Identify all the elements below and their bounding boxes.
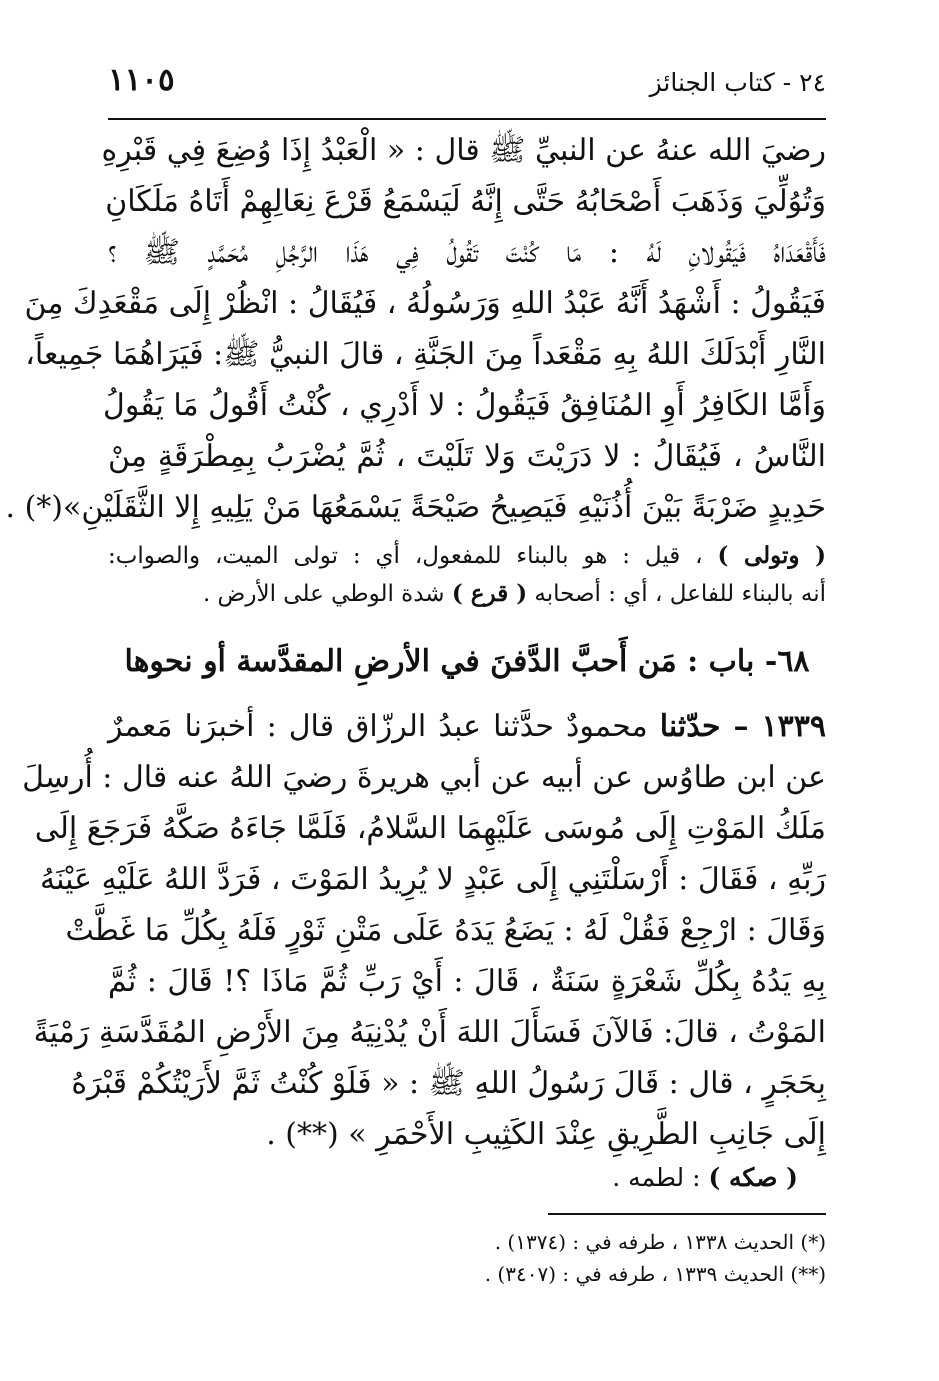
note-line [108, 1162, 798, 1196]
text-line: وَقَالَ : ارْجِعْ فَقُلْ لَهُ : يَضَعُ يَدَهُ عَلَى مَتْنِ ثَوْرٍ فَلَهُ بِكُلِّ مَا غَطَّتْ [65, 913, 826, 948]
text-line: بِهِ يَدُهُ بِكُلِّ شَعْرَةٍ سَنَةٌ ، قَالَ : أَيْ رَبِّ ثُمَّ مَاذَا ؟! قَالَ : ثُمَّ [108, 964, 826, 999]
text-line: المَوْتُ ، قالَ: فَالآنَ فَسَأَلَ اللهَ أَنْ يُدْنِيَهُ مِنَ الأَرْضِ المُقَدَّسَةِ رَمْيَةً [33, 1015, 826, 1050]
footnote-rule [548, 1213, 826, 1215]
footnote: (*) الحديث ١٣٣٨ ، طرفه في : (١٣٧٤) . [494, 1230, 826, 1254]
text-line: رَبِّهِ ، فَقَالَ : أَرْسَلْتَنِي إِلَى عَبْدٍ لا يُرِيدُ المَوْتَ ، فَرَدَّ اللهُ عَلَيْهِ عَيْنَهُ [39, 862, 826, 897]
text-line: وَأَمَّا الكَافِرُ أَوِ المُنَافِقُ فَيَقُولُ : لا أَدْرِي ، كُنْتُ أَقُولُ مَا يَقُولُ [103, 388, 826, 423]
text-line: فَيَقُولُ : أَشْهَدُ أَنَّهُ عَبْدُ اللهِ وَرَسُولُهُ ، فَيُقَالُ : انْظُرْ إِلَى مَقْعَدِكَ مِنَ [24, 286, 826, 321]
note-text: : لطمه . [612, 1163, 709, 1192]
glossed-term: ( وتولى ) [717, 542, 826, 569]
text-line: حَدِيدٍ ضَرْبَةً بَيْنَ أُذُنَيْهِ فَيَصِيحُ صَيْحَةً يَسْمَعُهَا مَنْ يَلِيهِ إِلا الثَّقَلَيْنِ»(*) . [5, 490, 826, 525]
header-rule [108, 118, 826, 120]
note-line [108, 578, 826, 612]
text-line: عن ابن طاوُس عن أبيه عن أبي هريرةَ رضيَ اللهُ عنه قال : أُرسِلَ [22, 760, 826, 795]
footnote: (**) الحديث ١٣٣٩ ، طرفه في : (٣٤٠٧) . [484, 1262, 826, 1286]
note-line [108, 540, 826, 574]
text-line: النَّاسُ ، فَيُقَالُ : لا دَرَيْتَ وَلا تَلَيْتَ ، ثُمَّ يُضْرَبُ بِمِطْرَقَةٍ مِنْ [108, 439, 826, 474]
narration-chain: محمودٌ حدَّثنا عبدُ الرزّاق قال : أخبرَنا مَعمرٌ [108, 709, 660, 744]
text-line: فَأَقْعَدَاهُ فَيَقُولانِ لَهُ : مَا كُنْتَ تَقُولُ فِي هَذَا الرَّجُلِ مُحَمَّدٍ ﷺ ؟ [108, 235, 826, 270]
running-chapter-title: ٢٤ - كتاب الجنائز [649, 68, 826, 97]
note-text: ، قيل : هو بالبناء للمفعول، أي : تولى الميت، والصواب: [108, 543, 718, 569]
glossed-term: ( صكه ) [708, 1163, 798, 1192]
text-line: مَلَكُ المَوْتِ إِلَى مُوسَى عَلَيْهِمَا السَّلامُ، فَلَمَّا جَاءَهُ صَكَّهُ فَرَجَعَ إِلَى [34, 811, 826, 846]
text-line: إِلَى جَانِبِ الطَّرِيقِ عِنْدَ الكَثِيبِ الأَحْمَرِ » (**) . [266, 1117, 826, 1152]
note-text: شدة الوطي على الأرض . [202, 581, 452, 607]
page-header [108, 62, 826, 112]
text-line: رضيَ الله عنهُ عن النبيِّ ﷺ قال : « الْعَبْدُ إِذَا وُضِعَ فِي قَبْرِهِ [101, 133, 826, 168]
chapter-heading: ٦٨- باب : مَن أَحبَّ الدَّفنَ في الأرضِ المقدَّسة أو نحوها [124, 644, 810, 679]
text-line: النَّارِ أَبْدَلَكَ اللهُ بِهِ مَقْعَداً مِنَ الجَنَّةِ ، قالَ النبيُّ ﷺ: فَيَرَاهُمَا جَمِيعاً، [25, 337, 826, 372]
hadith-number: ١٣٣٩ – حدّثنا [659, 709, 826, 744]
glossed-term: ( قرع ) [451, 580, 528, 607]
text-line: وَتُوُلِّيَ وَذَهَبَ أَصْحَابُهُ حَتَّى إِنَّهُ لَيَسْمَعُ قَرْعَ نِعَالِهِمْ أَتَاهُ مَلَكَانِ [105, 184, 826, 219]
text-line: بِحَجَرٍ ، قال : قَالَ رَسُولُ اللهِ ﷺ : « فَلَوْ كُنْتُ ثَمَّ لأَرَيْتُكُمْ قَبْرَهُ [71, 1066, 826, 1101]
page-number: ١١٠٥ [108, 62, 175, 98]
text-line [108, 706, 826, 750]
note-text: أنه بالبناء للفاعل ، أي : أصحابه [527, 581, 826, 607]
